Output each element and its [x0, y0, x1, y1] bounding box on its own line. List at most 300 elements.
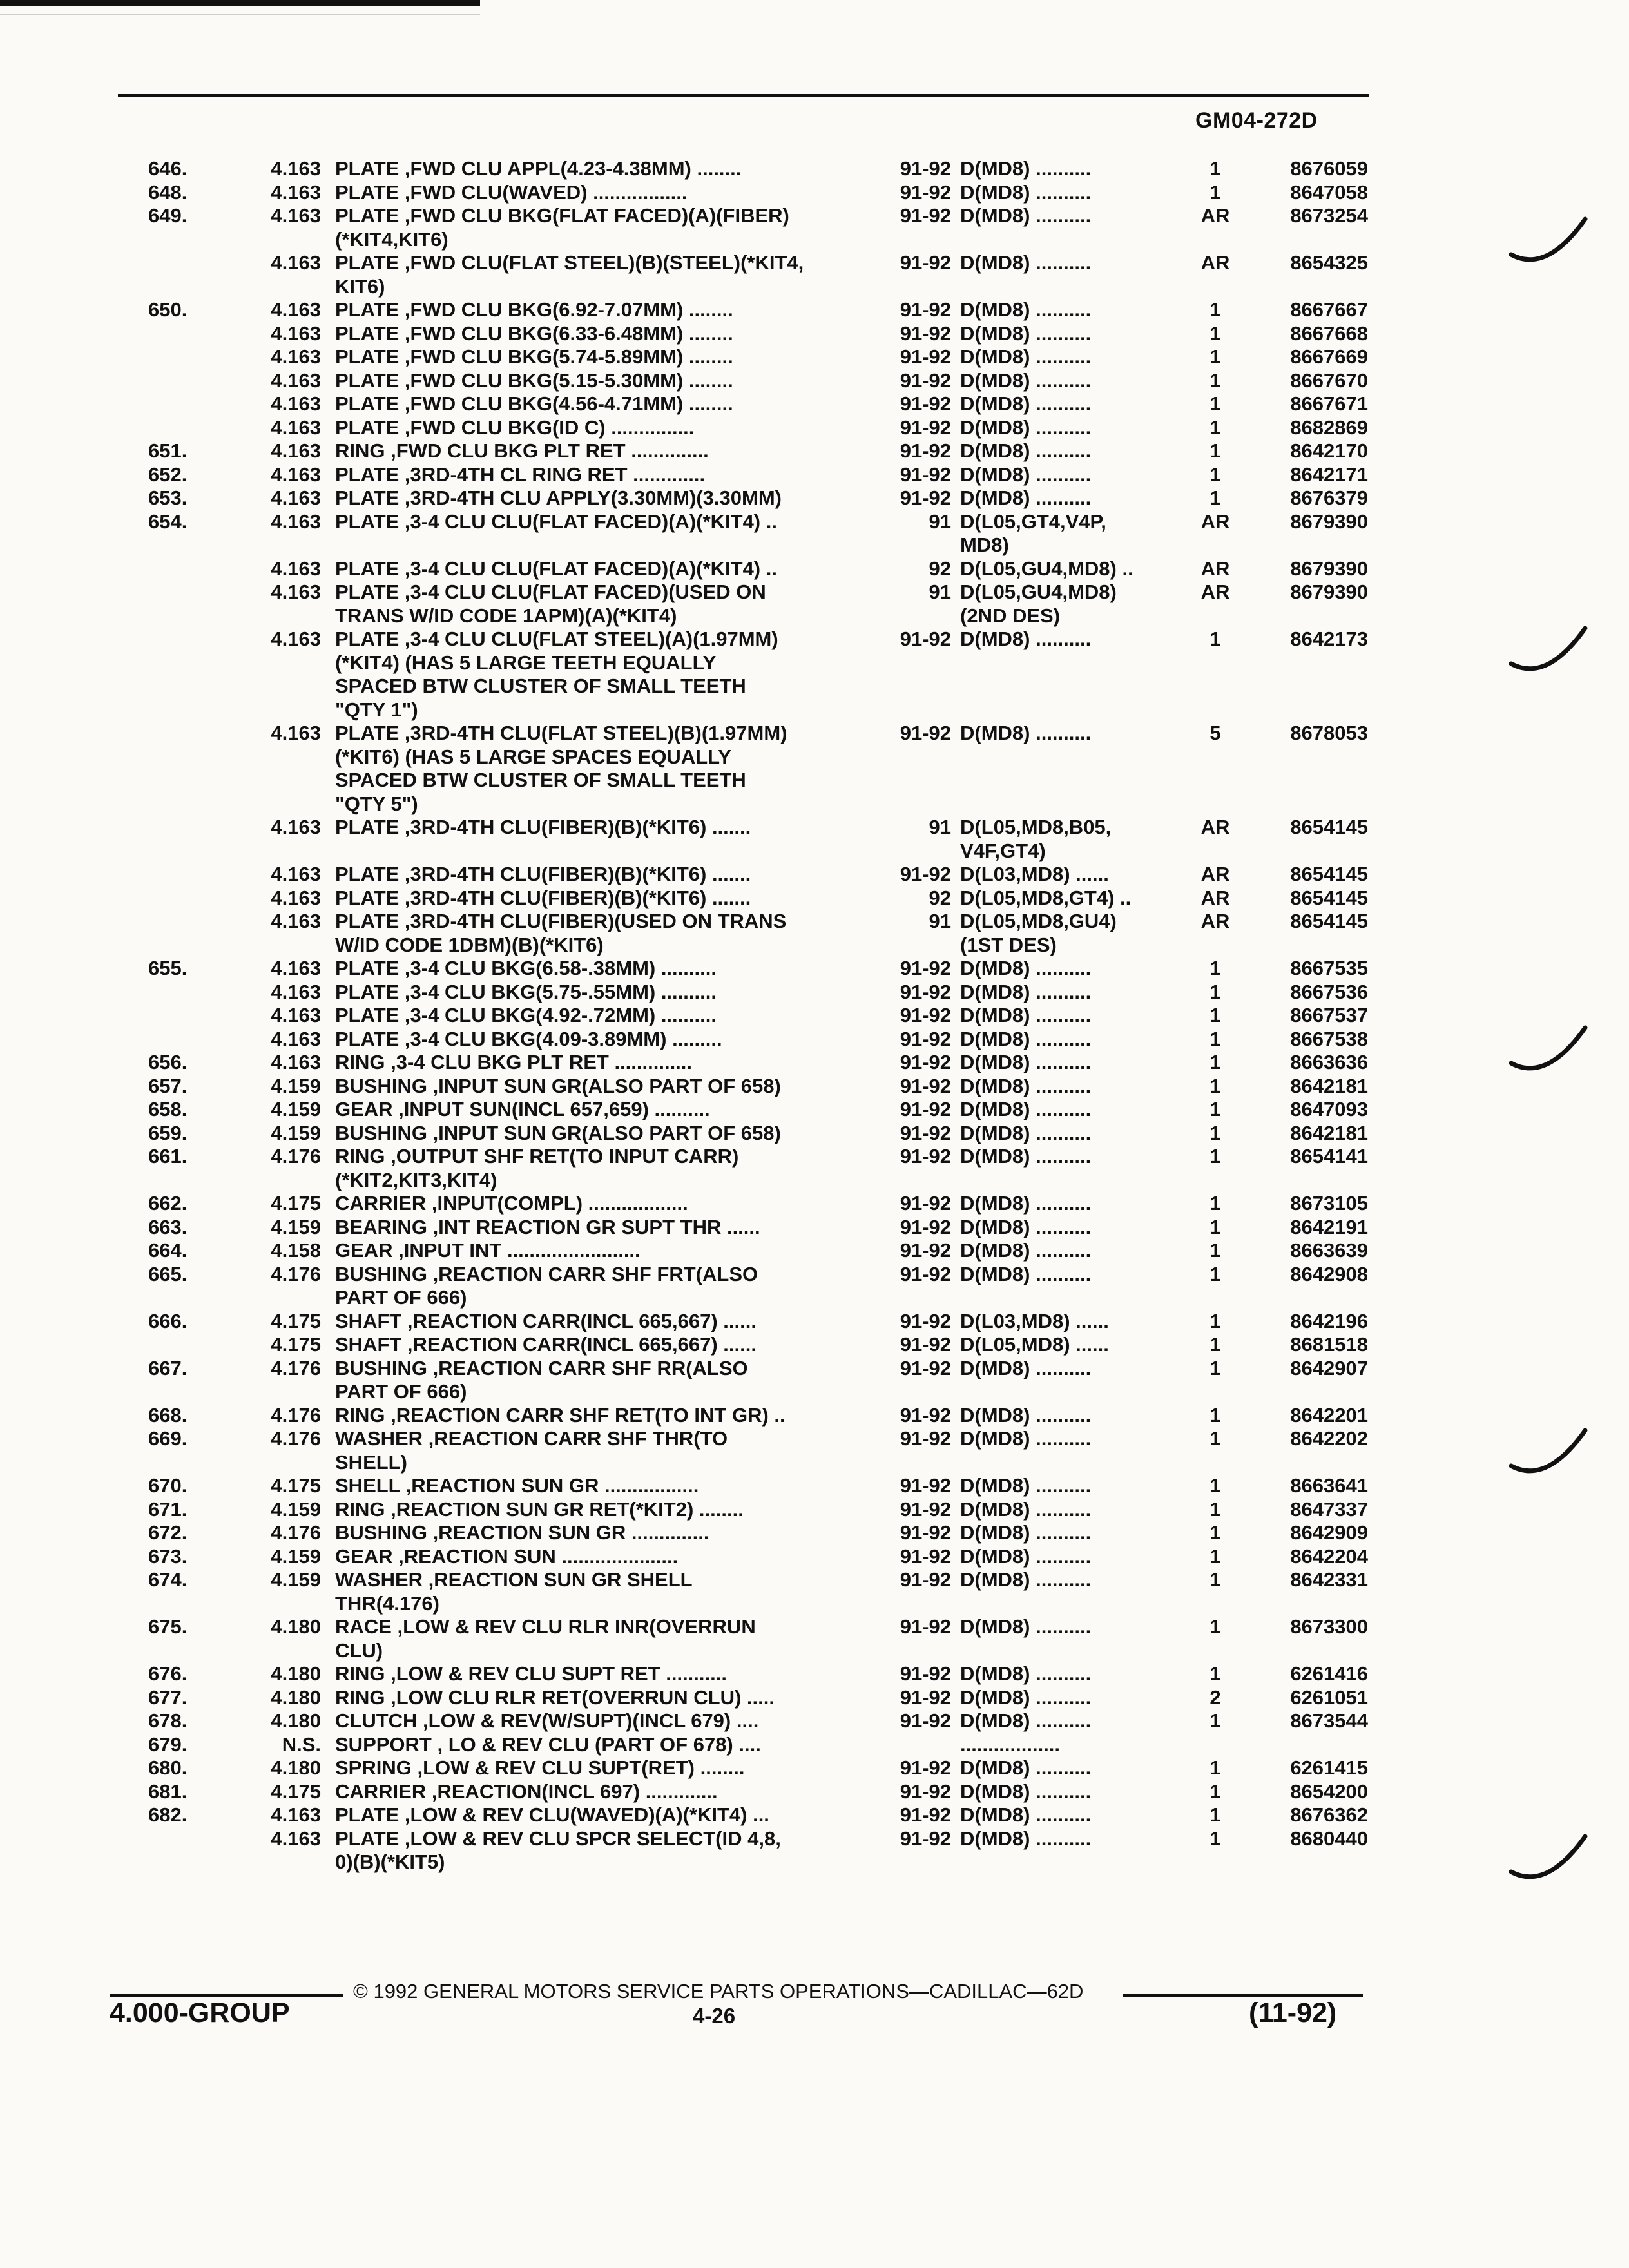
table-row: [0, 1028, 1629, 1051]
usage-cell: V4F,GT4): [960, 839, 1046, 862]
group-number-cell: 4.163: [271, 369, 321, 392]
quantity-cell: 5: [1210, 722, 1221, 744]
table-row: [0, 1545, 1629, 1568]
description-cell: RING ,REACTION SUN GR RET(*KIT2) ........: [335, 1497, 744, 1521]
quantity-cell: 1: [1210, 416, 1221, 439]
table-row: [0, 439, 1629, 463]
group-number-cell: 4.176: [271, 1262, 321, 1285]
quantity-cell: 1: [1210, 345, 1221, 368]
description-cell: WASHER ,REACTION CARR SHF THR(TO: [335, 1427, 728, 1450]
binder-hole-mark-icon: [1508, 1811, 1605, 1907]
table-row: [0, 1639, 1629, 1662]
usage-cell: D(MD8) ..........: [960, 1403, 1092, 1427]
group-number-cell: 4.163: [271, 886, 321, 909]
table-row: [0, 1474, 1629, 1497]
description-cell: PLATE ,LOW & REV CLU(WAVED)(A)(*KIT4) ...: [335, 1803, 769, 1826]
description-cell: SPACED BTW CLUSTER OF SMALL TEETH: [335, 675, 746, 697]
usage-cell: D(MD8) ..........: [960, 416, 1092, 439]
model-years-cell: 91-92: [900, 722, 951, 744]
table-row: [0, 863, 1629, 886]
usage-cell: D(MD8) ..........: [960, 628, 1092, 650]
ref-number-cell: 671.: [148, 1497, 188, 1521]
usage-cell: D(MD8) ..........: [960, 157, 1092, 180]
usage-cell: D(MD8) ..........: [960, 1615, 1092, 1638]
quantity-cell: 1: [1210, 1544, 1221, 1568]
quantity-cell: 1: [1210, 1662, 1221, 1685]
table-row: [0, 934, 1629, 957]
table-row: [0, 1733, 1629, 1756]
model-years-cell: 91-92: [900, 1121, 951, 1144]
table-row: [0, 1051, 1629, 1074]
table-row: [0, 392, 1629, 416]
part-number-cell: 8682869: [1290, 416, 1368, 439]
description-cell: CLU): [335, 1639, 383, 1662]
group-number-cell: 4.163: [271, 204, 321, 227]
description-cell: PLATE ,FWD CLU BKG(FLAT FACED)(A)(FIBER): [335, 204, 789, 227]
description-cell: GEAR ,INPUT SUN(INCL 657,659) ..........: [335, 1098, 710, 1120]
table-row: [0, 1380, 1629, 1403]
quantity-cell: 1: [1210, 1262, 1221, 1285]
description-cell: SHELL ,REACTION SUN GR .................: [335, 1474, 699, 1497]
table-row: [0, 486, 1629, 510]
table-row: [0, 981, 1629, 1004]
group-number-cell: 4.163: [271, 863, 321, 885]
binder-hole-mark-icon: [1508, 193, 1605, 290]
table-row: [0, 1850, 1629, 1874]
usage-cell: D(L03,MD8) ......: [960, 863, 1109, 885]
description-cell: PLATE ,3-4 CLU BKG(4.09-3.89MM) .........: [335, 1027, 722, 1050]
description-cell: PLATE ,FWD CLU BKG(5.74-5.89MM) ........: [335, 345, 733, 368]
table-row: [0, 157, 1629, 180]
ref-number-cell: 665.: [148, 1262, 188, 1285]
ref-number-cell: 675.: [148, 1615, 188, 1638]
quantity-cell: 1: [1210, 1803, 1221, 1826]
description-cell: PLATE ,FWD CLU BKG(4.56-4.71MM) ........: [335, 392, 733, 415]
quantity-cell: 1: [1210, 1615, 1221, 1638]
document-code: GM04-272D: [1195, 108, 1318, 133]
part-number-cell: 8676379: [1290, 486, 1368, 509]
group-number-cell: 4.163: [271, 1004, 321, 1026]
description-cell: RING ,OUTPUT SHF RET(TO INPUT CARR): [335, 1145, 739, 1168]
quantity-cell: AR: [1200, 910, 1230, 932]
quantity-cell: 2: [1210, 1686, 1221, 1709]
table-row: [0, 722, 1629, 745]
footer-page-number: 4-26: [693, 2004, 736, 2028]
group-number-cell: 4.159: [271, 1215, 321, 1238]
ref-number-cell: 658.: [148, 1098, 188, 1120]
table-row: [0, 1192, 1629, 1215]
binder-hole-mark-icon: [1508, 1002, 1605, 1099]
ref-number-cell: 646.: [148, 157, 188, 180]
ref-number-cell: 648.: [148, 180, 188, 204]
group-number-cell: 4.163: [271, 557, 321, 580]
table-row: [0, 1122, 1629, 1145]
table-row: [0, 228, 1629, 251]
part-number-cell: 6261415: [1290, 1756, 1368, 1779]
usage-cell: D(MD8) ..........: [960, 345, 1092, 368]
ref-number-cell: 661.: [148, 1145, 188, 1168]
description-cell: W/ID CODE 1DBM)(B)(*KIT6): [335, 933, 604, 956]
usage-cell: D(MD8) ..........: [960, 1121, 1092, 1144]
usage-cell: (1ST DES): [960, 933, 1057, 956]
quantity-cell: 1: [1210, 980, 1221, 1003]
description-cell: BUSHING ,REACTION CARR SHF FRT(ALSO: [335, 1262, 758, 1285]
part-number-cell: 6261416: [1290, 1662, 1368, 1685]
ref-number-cell: 673.: [148, 1544, 188, 1568]
usage-cell: D(MD8) ..........: [960, 1568, 1092, 1591]
description-cell: BUSHING ,REACTION CARR SHF RR(ALSO: [335, 1356, 748, 1379]
part-number-cell: 8667669: [1290, 345, 1368, 368]
part-number-cell: 8663639: [1290, 1239, 1368, 1262]
table-row: [0, 1451, 1629, 1474]
quantity-cell: 1: [1210, 298, 1221, 321]
description-cell: SPRING ,LOW & REV CLU SUPT(RET) ........: [335, 1756, 745, 1779]
footer-group-label: 4.000-GROUP: [110, 1997, 290, 2028]
group-number-cell: 4.163: [271, 1827, 321, 1850]
description-cell: SHAFT ,REACTION CARR(INCL 665,667) ......: [335, 1309, 757, 1332]
group-number-cell: 4.163: [271, 910, 321, 932]
part-number-cell: 8647093: [1290, 1098, 1368, 1120]
table-row: [0, 533, 1629, 557]
table-row: [0, 675, 1629, 698]
table-row: [0, 1169, 1629, 1192]
table-row: [0, 1098, 1629, 1121]
part-number-cell: 8642907: [1290, 1356, 1368, 1379]
description-cell: SHAFT ,REACTION CARR(INCL 665,667) ......: [335, 1333, 757, 1356]
table-row: [0, 1004, 1629, 1027]
quantity-cell: AR: [1200, 510, 1230, 533]
table-row: [0, 1075, 1629, 1098]
group-number-cell: 4.163: [271, 628, 321, 650]
part-number-cell: 8654145: [1290, 863, 1368, 885]
usage-cell: D(MD8) ..........: [960, 1544, 1092, 1568]
description-cell: CARRIER ,REACTION(INCL 697) .............: [335, 1780, 718, 1803]
description-cell: PLATE ,3-4 CLU BKG(5.75-.55MM) ..........: [335, 980, 717, 1003]
ref-number-cell: 662.: [148, 1192, 188, 1215]
table-row: [0, 1780, 1629, 1803]
description-cell: PLATE ,3RD-4TH CLU(FLAT STEEL)(B)(1.97MM): [335, 722, 787, 744]
group-number-cell: 4.163: [271, 1027, 321, 1050]
model-years-cell: 91-92: [900, 251, 951, 274]
quantity-cell: 1: [1210, 1427, 1221, 1450]
model-years-cell: 91-92: [900, 1403, 951, 1427]
table-row: [0, 416, 1629, 439]
part-number-cell: 8647337: [1290, 1497, 1368, 1521]
ref-number-cell: 666.: [148, 1309, 188, 1332]
table-row: [0, 1239, 1629, 1262]
description-cell: (*KIT2,KIT3,KIT4): [335, 1168, 497, 1191]
quantity-cell: 1: [1210, 1333, 1221, 1356]
description-cell: PLATE ,FWD CLU BKG(5.15-5.30MM) ........: [335, 369, 733, 392]
model-years-cell: 91-92: [900, 392, 951, 415]
model-years-cell: 91-92: [900, 1803, 951, 1826]
description-cell: RING ,LOW & REV CLU SUPT RET ...........: [335, 1662, 727, 1685]
model-years-cell: 91-92: [900, 1709, 951, 1732]
footer-copyright: © 1992 GENERAL MOTORS SERVICE PARTS OPERATIONS—CADILLAC—62D: [353, 1980, 1084, 2003]
group-number-cell: 4.176: [271, 1403, 321, 1427]
description-cell: SHELL): [335, 1450, 407, 1474]
description-cell: BUSHING ,REACTION SUN GR ..............: [335, 1521, 709, 1544]
description-cell: PLATE ,3RD-4TH CLU(FIBER)(B)(*KIT6) .......: [335, 886, 751, 909]
description-cell: PLATE ,FWD CLU BKG(6.92-7.07MM) ........: [335, 298, 733, 321]
model-years-cell: 91-92: [900, 1427, 951, 1450]
description-cell: 0)(B)(*KIT5): [335, 1850, 445, 1873]
table-row: [0, 793, 1629, 816]
model-years-cell: 91-92: [900, 1051, 951, 1073]
table-row: [0, 181, 1629, 204]
group-number-cell: 4.159: [271, 1098, 321, 1120]
group-number-cell: 4.176: [271, 1521, 321, 1544]
group-number-cell: 4.159: [271, 1074, 321, 1097]
description-cell: PART OF 666): [335, 1380, 467, 1403]
quantity-cell: 1: [1210, 1568, 1221, 1591]
usage-cell: D(MD8) ..........: [960, 1098, 1092, 1120]
part-number-cell: 8642204: [1290, 1544, 1368, 1568]
group-number-cell: 4.163: [271, 1051, 321, 1073]
table-row: [0, 628, 1629, 651]
part-number-cell: 8654145: [1290, 886, 1368, 909]
model-years-cell: 91-92: [900, 1262, 951, 1285]
quantity-cell: 1: [1210, 180, 1221, 204]
quantity-cell: 1: [1210, 157, 1221, 180]
quantity-cell: AR: [1200, 581, 1230, 603]
usage-cell: (2ND DES): [960, 604, 1061, 627]
ref-number-cell: 649.: [148, 204, 188, 227]
ref-number-cell: 667.: [148, 1356, 188, 1379]
ref-number-cell: 656.: [148, 1051, 188, 1073]
part-number-cell: 8667667: [1290, 298, 1368, 321]
usage-cell: D(MD8) ..........: [960, 722, 1092, 744]
model-years-cell: 91-92: [900, 1215, 951, 1238]
table-row: [0, 275, 1629, 298]
table-row: [0, 251, 1629, 274]
group-number-cell: 4.163: [271, 957, 321, 979]
usage-cell: ..................: [960, 1733, 1061, 1756]
part-number-cell: 8647058: [1290, 180, 1368, 204]
model-years-cell: 91-92: [900, 1474, 951, 1497]
group-number-cell: 4.159: [271, 1568, 321, 1591]
quantity-cell: 1: [1210, 1827, 1221, 1850]
usage-cell: D(MD8) ..........: [960, 463, 1092, 486]
part-number-cell: 8663636: [1290, 1051, 1368, 1073]
usage-cell: D(L05,GT4,V4P,: [960, 510, 1106, 533]
group-number-cell: N.S.: [282, 1733, 321, 1756]
model-years-cell: 91-92: [900, 1004, 951, 1026]
quantity-cell: 1: [1210, 1521, 1221, 1544]
ref-number-cell: 653.: [148, 486, 188, 509]
description-cell: PLATE ,3RD-4TH CLU(FIBER)(B)(*KIT6) .......: [335, 863, 751, 885]
model-years-cell: 91-92: [900, 1098, 951, 1120]
model-years-cell: 91-92: [900, 1756, 951, 1779]
part-number-cell: 8642196: [1290, 1309, 1368, 1332]
group-number-cell: 4.158: [271, 1239, 321, 1262]
part-number-cell: 8680440: [1290, 1827, 1368, 1850]
part-number-cell: 8678053: [1290, 722, 1368, 744]
group-number-cell: 4.163: [271, 322, 321, 345]
part-number-cell: 8654145: [1290, 816, 1368, 838]
ref-number-cell: 682.: [148, 1803, 188, 1826]
table-row: [0, 1263, 1629, 1286]
group-number-cell: 4.163: [271, 722, 321, 744]
group-number-cell: 4.163: [271, 392, 321, 415]
table-row: [0, 604, 1629, 628]
quantity-cell: 1: [1210, 1474, 1221, 1497]
model-years-cell: 91-92: [900, 1356, 951, 1379]
ref-number-cell: 650.: [148, 298, 188, 321]
part-number-cell: 8676362: [1290, 1803, 1368, 1826]
part-number-cell: 8642173: [1290, 628, 1368, 650]
group-number-cell: 4.163: [271, 251, 321, 274]
table-row: [0, 816, 1629, 839]
description-cell: TRANS W/ID CODE 1APM)(A)(*KIT4): [335, 604, 677, 627]
usage-cell: D(MD8) ..........: [960, 1027, 1092, 1050]
usage-cell: D(MD8) ..........: [960, 1686, 1092, 1709]
usage-cell: D(MD8) ..........: [960, 1521, 1092, 1544]
quantity-cell: 1: [1210, 957, 1221, 979]
quantity-cell: AR: [1200, 557, 1230, 580]
model-years-cell: 91-92: [900, 980, 951, 1003]
group-number-cell: 4.180: [271, 1756, 321, 1779]
usage-cell: D(MD8) ..........: [960, 1145, 1092, 1168]
usage-cell: D(MD8) ..........: [960, 204, 1092, 227]
model-years-cell: 91-92: [900, 1309, 951, 1332]
quantity-cell: 1: [1210, 1780, 1221, 1803]
group-number-cell: 4.180: [271, 1662, 321, 1685]
model-years-cell: 92: [929, 557, 951, 580]
quantity-cell: 1: [1210, 1239, 1221, 1262]
usage-cell: D(MD8) ..........: [960, 1074, 1092, 1097]
model-years-cell: 91-92: [900, 1192, 951, 1215]
group-number-cell: 4.163: [271, 463, 321, 486]
group-number-cell: 4.176: [271, 1356, 321, 1379]
description-cell: PLATE ,3-4 CLU CLU(FLAT FACED)(A)(*KIT4) ..: [335, 557, 777, 580]
table-row: [0, 510, 1629, 533]
model-years-cell: 91-92: [900, 1333, 951, 1356]
description-cell: PLATE ,FWD CLU(WAVED) .................: [335, 180, 688, 204]
group-number-cell: 4.180: [271, 1615, 321, 1638]
description-cell: BUSHING ,INPUT SUN GR(ALSO PART OF 658): [335, 1121, 781, 1144]
model-years-cell: 91-92: [900, 1544, 951, 1568]
group-number-cell: 4.163: [271, 1803, 321, 1826]
table-row: [0, 1498, 1629, 1521]
quantity-cell: 1: [1210, 463, 1221, 486]
table-row: [0, 369, 1629, 392]
part-number-cell: 8654200: [1290, 1780, 1368, 1803]
table-row: [0, 698, 1629, 722]
model-years-cell: 91-92: [900, 1145, 951, 1168]
table-row: [0, 1145, 1629, 1168]
usage-cell: D(L05,GU4,MD8) ..: [960, 557, 1133, 580]
footer-date: (11-92): [1249, 1997, 1337, 2028]
model-years-cell: 91-92: [900, 1521, 951, 1544]
quantity-cell: 1: [1210, 392, 1221, 415]
quantity-cell: 1: [1210, 1403, 1221, 1427]
part-number-cell: 8679390: [1290, 510, 1368, 533]
part-number-cell: 8667535: [1290, 957, 1368, 979]
part-number-cell: 8673300: [1290, 1615, 1368, 1638]
description-cell: GEAR ,REACTION SUN .....................: [335, 1544, 679, 1568]
model-years-cell: 91: [929, 510, 951, 533]
usage-cell: D(MD8) ..........: [960, 1215, 1092, 1238]
table-row: [0, 1615, 1629, 1639]
usage-cell: D(MD8) ..........: [960, 298, 1092, 321]
description-cell: BUSHING ,INPUT SUN GR(ALSO PART OF 658): [335, 1074, 781, 1097]
ref-number-cell: 672.: [148, 1521, 188, 1544]
footer-rule-left: [110, 1994, 343, 1997]
group-number-cell: 4.163: [271, 980, 321, 1003]
usage-cell: D(MD8) ..........: [960, 1709, 1092, 1732]
table-row: [0, 557, 1629, 581]
part-number-cell: 6261051: [1290, 1686, 1368, 1709]
part-number-cell: 8654141: [1290, 1145, 1368, 1168]
model-years-cell: 91-92: [900, 345, 951, 368]
description-cell: RING ,LOW CLU RLR RET(OVERRUN CLU) .....: [335, 1686, 775, 1709]
group-number-cell: 4.163: [271, 180, 321, 204]
model-years-cell: 91-92: [900, 416, 951, 439]
quantity-cell: AR: [1200, 204, 1230, 227]
description-cell: THR(4.176): [335, 1591, 439, 1615]
part-number-cell: 8654145: [1290, 910, 1368, 932]
quantity-cell: 1: [1210, 1309, 1221, 1332]
model-years-cell: 91-92: [900, 863, 951, 885]
part-number-cell: 8642908: [1290, 1262, 1368, 1285]
description-cell: PLATE ,3-4 CLU CLU(FLAT FACED)(A)(*KIT4) ..: [335, 510, 777, 533]
usage-cell: D(MD8) ..........: [960, 439, 1092, 462]
table-row: [0, 1827, 1629, 1850]
description-cell: GEAR ,INPUT INT ........................: [335, 1239, 641, 1262]
usage-cell: MD8): [960, 533, 1009, 556]
table-row: [0, 1568, 1629, 1591]
description-cell: PLATE ,3-4 CLU CLU(FLAT FACED)(USED ON: [335, 581, 766, 603]
model-years-cell: 91-92: [900, 369, 951, 392]
quantity-cell: AR: [1200, 886, 1230, 909]
table-row: [0, 298, 1629, 322]
model-years-cell: 91-92: [900, 157, 951, 180]
description-cell: "QTY 5"): [335, 792, 418, 815]
description-cell: RACE ,LOW & REV CLU RLR INR(OVERRUN: [335, 1615, 756, 1638]
ref-number-cell: 679.: [148, 1733, 188, 1756]
group-number-cell: 4.176: [271, 1145, 321, 1168]
usage-cell: D(MD8) ..........: [960, 180, 1092, 204]
ref-number-cell: 655.: [148, 957, 188, 979]
usage-cell: D(L05,MD8,GU4): [960, 910, 1117, 932]
table-row: [0, 910, 1629, 933]
ref-number-cell: 676.: [148, 1662, 188, 1685]
table-row: [0, 1404, 1629, 1427]
usage-cell: D(MD8) ..........: [960, 1827, 1092, 1850]
table-row: [0, 651, 1629, 675]
usage-cell: D(MD8) ..........: [960, 1051, 1092, 1073]
table-row: [0, 1357, 1629, 1380]
table-row: [0, 463, 1629, 486]
group-number-cell: 4.163: [271, 486, 321, 509]
table-row: [0, 581, 1629, 604]
model-years-cell: 91-92: [900, 1497, 951, 1521]
description-cell: SUPPORT , LO & REV CLU (PART OF 678) ....: [335, 1733, 761, 1756]
binder-hole-mark-icon: [1508, 1405, 1605, 1501]
group-number-cell: 4.180: [271, 1709, 321, 1732]
usage-cell: D(MD8) ..........: [960, 369, 1092, 392]
usage-cell: D(L05,MD8,GT4) ..: [960, 886, 1132, 909]
table-row: [0, 1333, 1629, 1356]
part-number-cell: 8642202: [1290, 1427, 1368, 1450]
group-number-cell: 4.163: [271, 510, 321, 533]
description-cell: RING ,FWD CLU BKG PLT RET ..............: [335, 439, 709, 462]
part-number-cell: 8673544: [1290, 1709, 1368, 1732]
part-number-cell: 8681518: [1290, 1333, 1368, 1356]
group-number-cell: 4.163: [271, 416, 321, 439]
usage-cell: D(L05,MD8) ......: [960, 1333, 1109, 1356]
